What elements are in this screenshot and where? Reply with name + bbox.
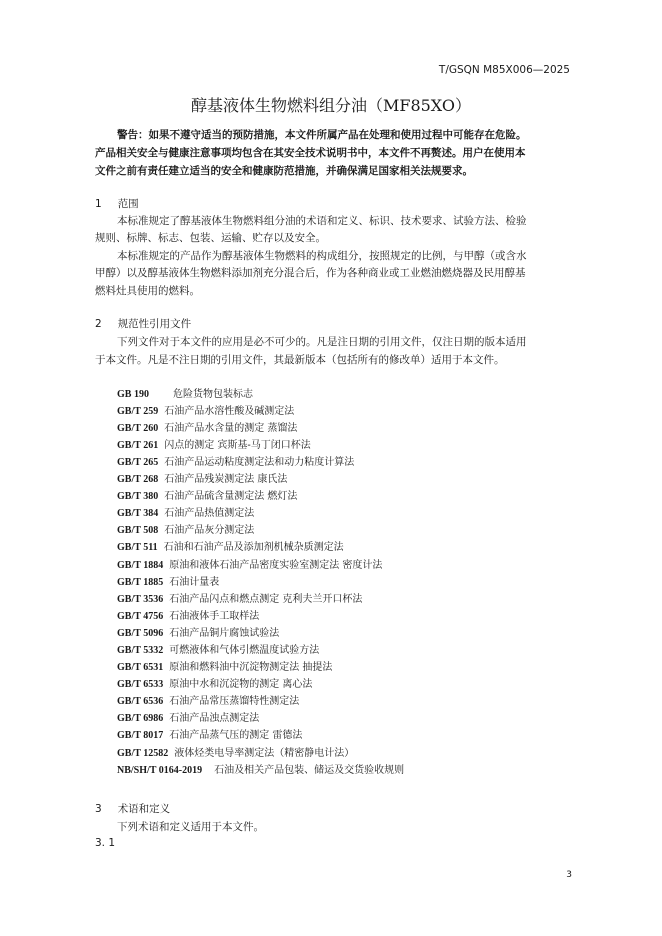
reference-item	[117, 419, 297, 434]
reference-name: 石油产品浊点测定法	[169, 713, 260, 724]
reference-code: GB/T 259	[117, 406, 159, 417]
reference-name: 石油产品残炭测定法 康氏法	[164, 474, 288, 485]
section-2-para-line-2: 于本文件。凡是不注日期的引用文件，其最新版本（包括所有的修改单）适用于本文件。	[95, 354, 505, 366]
reference-name: 石油产品灰分测定法	[164, 525, 255, 536]
section-2-heading	[95, 316, 191, 331]
reference-item	[117, 744, 354, 759]
reference-name: 石油产品硫含量测定法 燃灯法	[164, 491, 298, 502]
page-number: 3	[566, 870, 572, 880]
section-1-number: 1	[95, 198, 102, 210]
reference-name: 石油产品运动粘度测定法和动力粘度计算法	[164, 457, 355, 468]
reference-item	[117, 624, 279, 639]
reference-code: GB/T 511	[117, 542, 158, 553]
reference-name: 石油和石油产品及添加剂机械杂质测定法	[163, 542, 344, 553]
section-3-para: 下列术语和定义适用于本文件。	[117, 821, 264, 833]
reference-code: GB/T 265	[117, 457, 159, 468]
reference-code: GB 190	[117, 389, 149, 400]
reference-name: 石油产品热值测定法	[164, 508, 255, 519]
reference-item	[117, 487, 297, 502]
reference-name: 石油液体手工取样法	[169, 611, 260, 622]
reference-code: GB/T 261	[117, 440, 159, 451]
reference-name: 危险货物包装标志	[172, 389, 253, 400]
reference-code: GB/T 6533	[117, 679, 164, 690]
reference-code: GB/T 1885	[117, 577, 164, 588]
reference-code: GB/T 380	[117, 491, 159, 502]
document-id: T/GSQN M85X006—2025	[438, 64, 570, 76]
reference-name: 可燃液体和气体引燃温度试验方法	[169, 645, 320, 656]
reference-item	[117, 521, 254, 536]
reference-code: GB/T 508	[117, 525, 159, 536]
reference-item	[117, 385, 253, 400]
reference-code: GB/T 6986	[117, 713, 164, 724]
reference-code: GB/T 12582	[117, 748, 169, 759]
reference-item	[117, 436, 311, 451]
document-title: 醇基液体生物燃料组分油（MF85XO）	[190, 96, 472, 115]
reference-code: GB/T 8017	[117, 730, 164, 741]
reference-item	[117, 590, 362, 605]
reference-item	[117, 573, 219, 588]
reference-name: 液体烃类电导率测定法（精密静电计法）	[174, 748, 355, 759]
reference-name: 石油产品水含量的测定 蒸馏法	[164, 423, 298, 434]
reference-name: 石油及相关产品包装、储运及交货验收规则	[214, 765, 405, 776]
reference-code: NB/SH/T 0164-2019	[117, 765, 203, 776]
reference-name: 石油产品蒸气压的测定 雷德法	[169, 730, 303, 741]
warning-line-2: 产品相关安全与健康注意事项均包含在其安全技术说明书中，本文件不再赘述。用户在使用本	[95, 147, 526, 159]
reference-item	[117, 692, 299, 707]
subclause-number: 3. 1	[95, 837, 116, 849]
section-1-para-2-line-3: 燃料灶具使用的燃料。	[95, 285, 200, 297]
reference-item	[117, 538, 344, 553]
reference-name: 石油产品常压蒸馏特性测定法	[169, 696, 300, 707]
reference-item	[117, 658, 332, 673]
reference-item	[117, 402, 294, 417]
reference-item	[117, 504, 254, 519]
reference-name: 原油和液体石油产品密度实验室测定法 密度计法	[169, 560, 383, 571]
reference-item	[117, 607, 259, 622]
section-3-heading	[95, 801, 170, 816]
reference-code: GB/T 268	[117, 474, 159, 485]
reference-code: GB/T 3536	[117, 594, 164, 605]
section-1-para-2-line-1: 本标准规定的产品作为醇基液体生物燃料的构成组分，按照规定的比例，与甲醇（或含水	[117, 250, 527, 262]
section-2-para-line-1: 下列文件对于本文件的应用是必不可少的。凡是注日期的引用文件，仅注日期的版本适用	[117, 336, 527, 348]
reference-name: 石油计量表	[169, 577, 220, 588]
reference-code: GB/T 5096	[117, 628, 164, 639]
reference-item	[117, 556, 382, 571]
section-3-title: 术语和定义	[117, 803, 171, 815]
section-1-title: 范围	[117, 198, 139, 210]
reference-item	[117, 709, 259, 724]
reference-name: 闪点的测定 宾斯基-马丁闭口杯法	[164, 440, 311, 451]
reference-name: 石油产品铜片腐蚀试验法	[169, 628, 280, 639]
reference-item	[117, 726, 302, 741]
reference-item	[117, 470, 287, 485]
reference-item	[117, 453, 354, 468]
reference-code: GB/T 4756	[117, 611, 164, 622]
warning-line-1: 警告：如果不遵守适当的预防措施，本文件所属产品在处理和使用过程中可能存在危险。	[117, 129, 527, 141]
reference-item	[117, 761, 404, 776]
reference-name: 石油产品闪点和燃点测定 克利夫兰开口杯法	[169, 594, 363, 605]
reference-code: GB/T 6531	[117, 662, 164, 673]
reference-name: 原油和燃料油中沉淀物测定法 抽提法	[169, 662, 333, 673]
section-1-para-1-line-1: 本标准规定了醇基液体生物燃料组分油的术语和定义、标识、技术要求、试验方法、检验	[117, 215, 527, 227]
section-1-para-2-line-2: 甲醇）以及醇基液体生物燃料添加剂充分混合后，作为各种商业或工业燃油燃烧器及民用醇基	[95, 267, 526, 279]
section-3-number: 3	[95, 803, 102, 815]
warning-line-3: 文件之前有责任建立适当的安全和健康防范措施，并确保满足国家相关法规要求。	[95, 165, 473, 177]
reference-code: GB/T 384	[117, 508, 159, 519]
reference-name: 石油产品水溶性酸及碱测定法	[164, 406, 295, 417]
reference-code: GB/T 1884	[117, 560, 164, 571]
section-1-heading	[95, 196, 139, 211]
section-1-para-1-line-2: 规则、标牌、标志、包装、运输、贮存以及安全。	[95, 232, 326, 244]
section-2-title: 规范性引用文件	[117, 318, 192, 330]
section-2-number: 2	[95, 318, 102, 330]
reference-name: 原油中水和沉淀物的测定 离心法	[169, 679, 313, 690]
reference-item	[117, 675, 312, 690]
reference-code: GB/T 6536	[117, 696, 164, 707]
reference-code: GB/T 260	[117, 423, 159, 434]
reference-code: GB/T 5332	[117, 645, 164, 656]
reference-item	[117, 641, 319, 656]
